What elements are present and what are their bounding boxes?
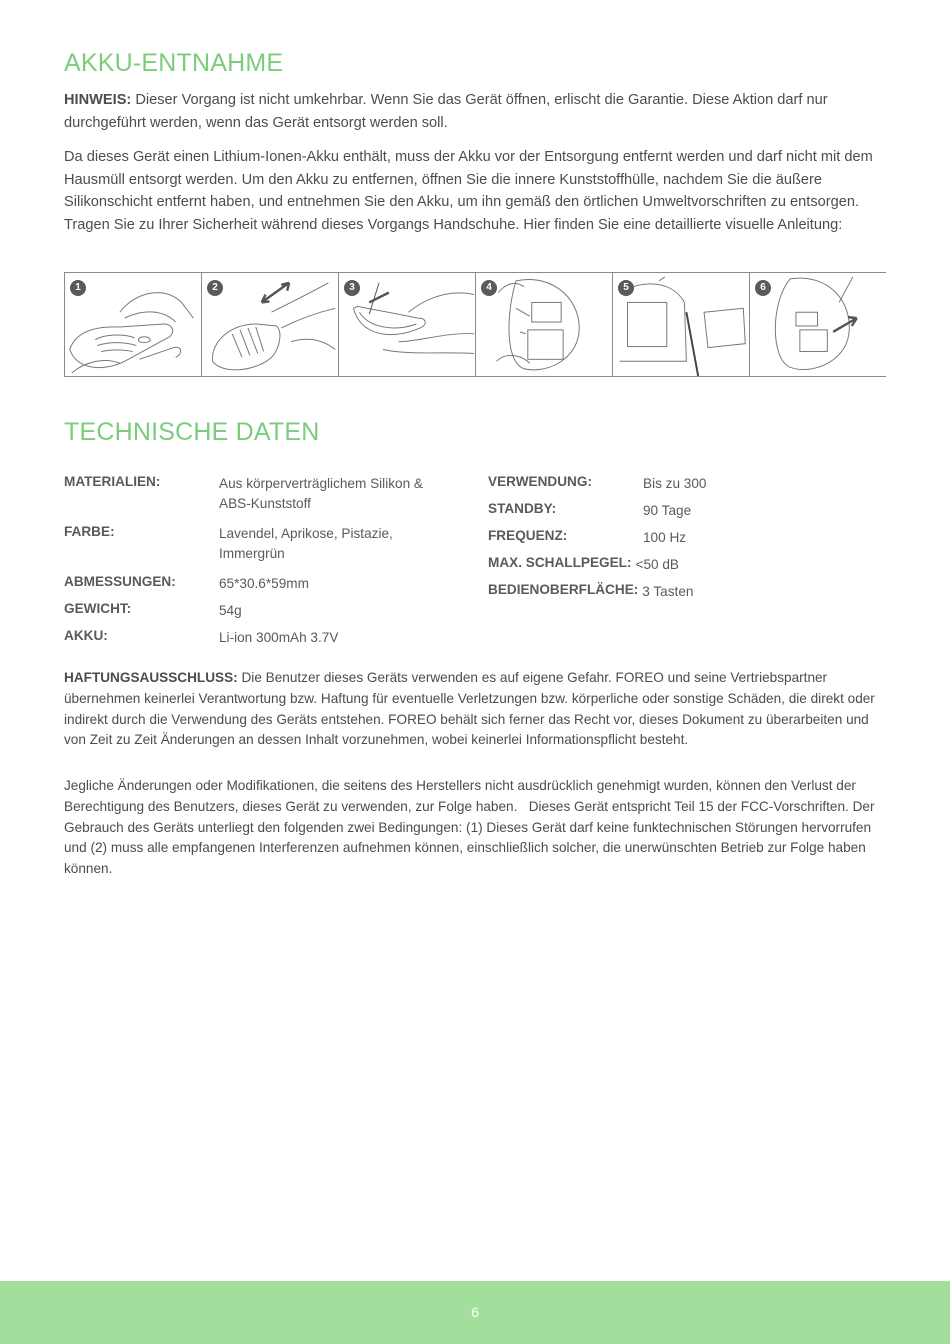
spec-row-standby (488, 501, 886, 521)
fcc-paragraph: Jegliche Änderungen oder Modifikationen, die seitens des Herstellers nicht ausdrücklich genehmigt wurden, können den Verlust der Berechtigung des Benutzers, dieses Gerät zu verwenden, zur Folge haben. Dieses Gerät entspricht Teil 15 der FCC-Vorschriften. Der Gebrauch des Geräts unterliegt den folgenden zwei Bedingungen: (1) Dieses Gerät darf keine funktechnischen Störungen hervorrufen und (2) muss alle empfangenen Interferenzen aufnehmen können, einschließlich solcher, die unerwünschten Betrieb zur Folge haben können. (64, 778, 879, 877)
spec-value: 54g (219, 603, 242, 618)
spec-key: AKKU: (64, 628, 108, 643)
spec-key: BEDIENOBERFLÄCHE: (488, 582, 639, 597)
spec-value: 90 Tage (643, 503, 692, 518)
spec-value: 65*30.6*59mm (219, 576, 309, 591)
spec-row-battery (64, 628, 464, 648)
spec-key: GEWICHT: (64, 601, 132, 616)
battery-removal-illustrations (64, 272, 886, 377)
spec-value: Bis zu 300 (643, 476, 707, 491)
note-label: HINWEIS: (64, 92, 132, 108)
battery-instructions: Da dieses Gerät einen Lithium-Ionen-Akku enthält, muss der Akku vor der Entsorgung entfernt werden und darf nicht mit dem Hausmüll entsorgt werden. Um den Akku zu entfernen, öffnen Sie die innere Kunststoffhülle, nachdem Sie die äußere Silikonschicht entfernt haben, und entnehmen Sie den Akku, um ihn gemäß den örtlichen Umweltvorschriften zu entsorgen. Tragen Sie zu Ihrer Sicherheit während dieses Vorgangs Handschuhe. Hier finden Sie eine detaillierte visuelle Anleitung: (64, 149, 873, 233)
step-panel-6 (750, 273, 886, 376)
spec-value: Lavendel, Aprikose, Pistazie, Immergrün (219, 526, 393, 561)
spec-row-interface (488, 582, 886, 602)
spec-row-frequency (488, 528, 886, 548)
spec-row-sound-level (488, 555, 886, 575)
battery-note (64, 89, 886, 134)
spec-value: Aus körperverträglichem Silikon & ABS-Kunststoff (219, 476, 423, 511)
spec-key: VERWENDUNG: (488, 474, 592, 489)
disclaimer-paragraph (64, 668, 886, 751)
spec-value: 3 Tasten (642, 584, 694, 599)
step-number: 6 (755, 280, 771, 296)
specs-right-column (488, 474, 886, 612)
spec-key: STANDBY: (488, 501, 557, 516)
battery-section-title: AKKU-ENTNAHME (64, 49, 284, 77)
spec-value: <50 dB (635, 557, 679, 572)
specs-left-column (64, 474, 464, 658)
step-number: 2 (207, 280, 223, 296)
spec-key: FREQUENZ: (488, 528, 568, 543)
specs-section-title: TECHNISCHE DATEN (64, 418, 320, 446)
disclaimer-text: Die Benutzer dieses Geräts verwenden es auf eigene Gefahr. FOREO und seine Vertriebspartner übernehmen keinerlei Verantwortung bzw. Haftung für eventuelle Verletzungen bzw. körperliche oder sonstige Schäden, die direkt oder indirekt durch die Verwendung des Geräts entstehen. FOREO behält sich ferner das Recht vor, dieses Dokument zu überarbeiten und von Zeit zu Zeit Änderungen an dessen Inhalt vorzunehmen, wobei keinerlei Informationspflicht besteht. (64, 670, 875, 748)
step-number: 5 (618, 280, 634, 296)
spec-row-usage (488, 474, 886, 494)
spec-row-materials (64, 474, 464, 514)
page-footer (0, 1281, 950, 1344)
spec-row-weight (64, 601, 464, 621)
spec-row-dimensions (64, 574, 464, 594)
page-number: 6 (471, 1304, 479, 1320)
spec-row-color (64, 524, 464, 564)
disclaimer-label: HAFTUNGSAUSSCHLUSS: (64, 670, 238, 685)
step-panel-5 (613, 273, 750, 376)
step-panel-3 (339, 273, 476, 376)
spec-key: MAX. SCHALLPEGEL: (488, 555, 632, 570)
spec-value: 100 Hz (643, 530, 687, 545)
note-text: Dieser Vorgang ist nicht umkehrbar. Wenn Sie das Gerät öffnen, erlischt die Garantie. Diese Aktion darf nur durchgeführt werden, wenn das Gerät entsorgt werden soll. (64, 92, 828, 131)
step-panel-4 (476, 273, 613, 376)
spec-key: MATERIALIEN: (64, 474, 161, 489)
step-panel-2 (202, 273, 339, 376)
spec-key: ABMESSUNGEN: (64, 574, 176, 589)
step-panel-1 (65, 273, 202, 376)
spec-value: Li-ion 300mAh 3.7V (219, 630, 339, 645)
spec-key: FARBE: (64, 524, 115, 539)
step-number: 4 (481, 280, 497, 296)
step-number: 1 (70, 280, 86, 296)
step-number: 3 (344, 280, 360, 296)
